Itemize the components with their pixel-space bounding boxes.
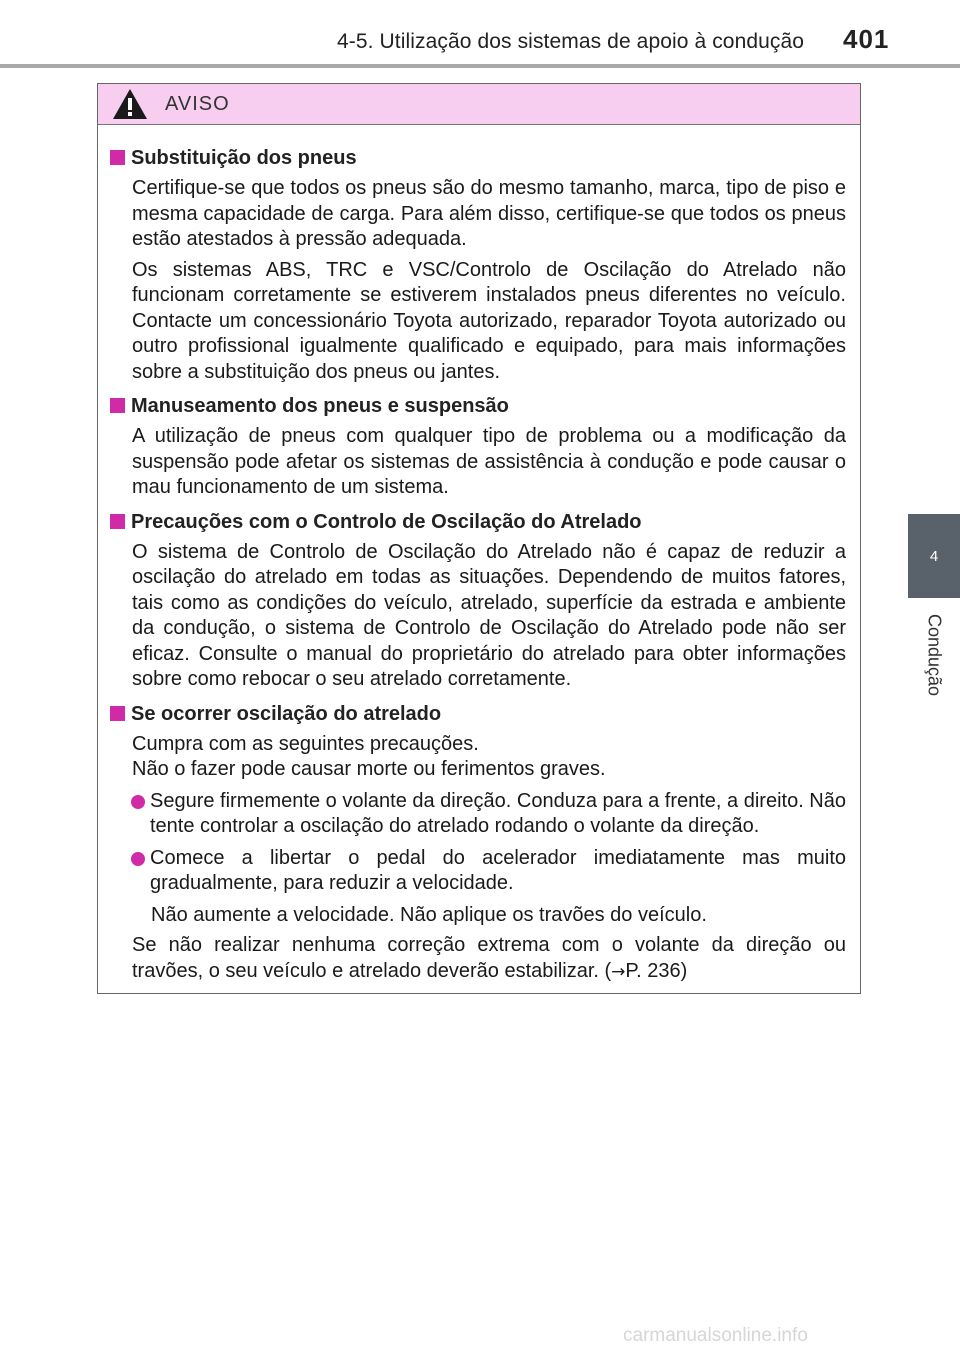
square-bullet-icon (110, 514, 125, 529)
warning-triangle-icon (112, 88, 148, 120)
section-trailer-sway (110, 701, 846, 986)
paragraph (132, 732, 846, 783)
round-bullet-icon (131, 795, 145, 809)
paragraph: A utilização de pneus com qualquer tipo de problema ou a modificação da suspensão pode afetar os sistemas de assistência à condução e pode causar o mau funcionamento de um sistema. (132, 425, 846, 498)
square-bullet-icon (110, 150, 125, 165)
arrow-right-icon: → (611, 961, 626, 982)
round-bullet-icon (131, 852, 145, 866)
list-item (131, 846, 846, 897)
chapter-tab (908, 514, 960, 598)
section-sway-control (110, 509, 846, 693)
section-tire-handling (110, 393, 846, 501)
warning-label: AVISO (165, 92, 230, 115)
bullet-note: Não aumente a velocidade. Não aplique os travões do veículo. (151, 903, 707, 926)
chapter-number: 4 (929, 547, 939, 565)
section-title: Se ocorrer oscilação do atrelado (131, 702, 442, 725)
chapter-label: Condução (924, 613, 945, 697)
square-bullet-icon (110, 706, 125, 721)
intro-line: Não o fazer pode causar morte ou ferimentos graves. (132, 758, 606, 780)
list-item (131, 789, 846, 840)
section-title: Manuseamento dos pneus e suspensão (131, 395, 509, 417)
closing-text: Se não realizar nenhuma correção extrema com o volante da direção ou travões, o seu veículo e atrelado deverão estabilizar. ( (132, 934, 846, 982)
page-reference-link[interactable]: P. 236) (625, 959, 688, 982)
paragraph: Os sistemas ABS, TRC e VSC/Controlo de Oscilação do Atrelado não funcionam corretamente se estiverem instalados pneus diferentes no veículo. Contacte um concessionário Toyota autorizado, reparador Toyota autorizado ou outro profissional igualmente qualificado e equipado, para mais informações sobre a substituição dos pneus ou jantes. (132, 258, 846, 383)
warning-header (98, 84, 860, 125)
section-title: Substituição dos pneus (131, 147, 357, 169)
paragraph: O sistema de Controlo de Oscilação do Atrelado não é capaz de reduzir a oscilação do atrelado em todas as situações. Dependendo de muitos fatores, tais como as condições do veículo, atrelado, superfície da estrada e ambiente da condução, o sistema de Controlo de Oscilação do Atrelado pode não ser eficaz. Consulte o manual do proprietário do atrelado para obter informações sobre como rebocar o seu atrelado corretamente. (132, 540, 846, 690)
section-tire-replacement (110, 145, 846, 385)
list-item-text: Comece a libertar o pedal do acelerador imediatamente mas muito gradualmente, para reduzir a velocidade. (150, 846, 846, 894)
paragraph: Certifique-se que todos os pneus são do mesmo tamanho, marca, tipo de piso e mesma capacidade de carga. Para além disso, certifique-se que todos os pneus estão atestados à pressão adequada. (132, 177, 846, 250)
watermark: carmanualsonline.info (623, 1325, 808, 1346)
page-number: 401 (843, 24, 890, 54)
warning-body (98, 125, 860, 985)
square-bullet-icon (110, 398, 125, 413)
warning-box (97, 83, 861, 994)
list-item-text: Segure firmemente o volante da direção. Conduza para a frente, a direito. Não tente controlar a oscilação do atrelado rodando o volante da direção. (150, 789, 846, 837)
header-rule (0, 64, 960, 68)
intro-line: Cumpra com as seguintes precauções. (132, 732, 479, 755)
section-title: Precauções com o Controlo de Oscilação do Atrelado (131, 510, 642, 533)
section-title: 4-5. Utilização dos sistemas de apoio à condução (337, 30, 805, 53)
closing-paragraph (132, 933, 846, 985)
